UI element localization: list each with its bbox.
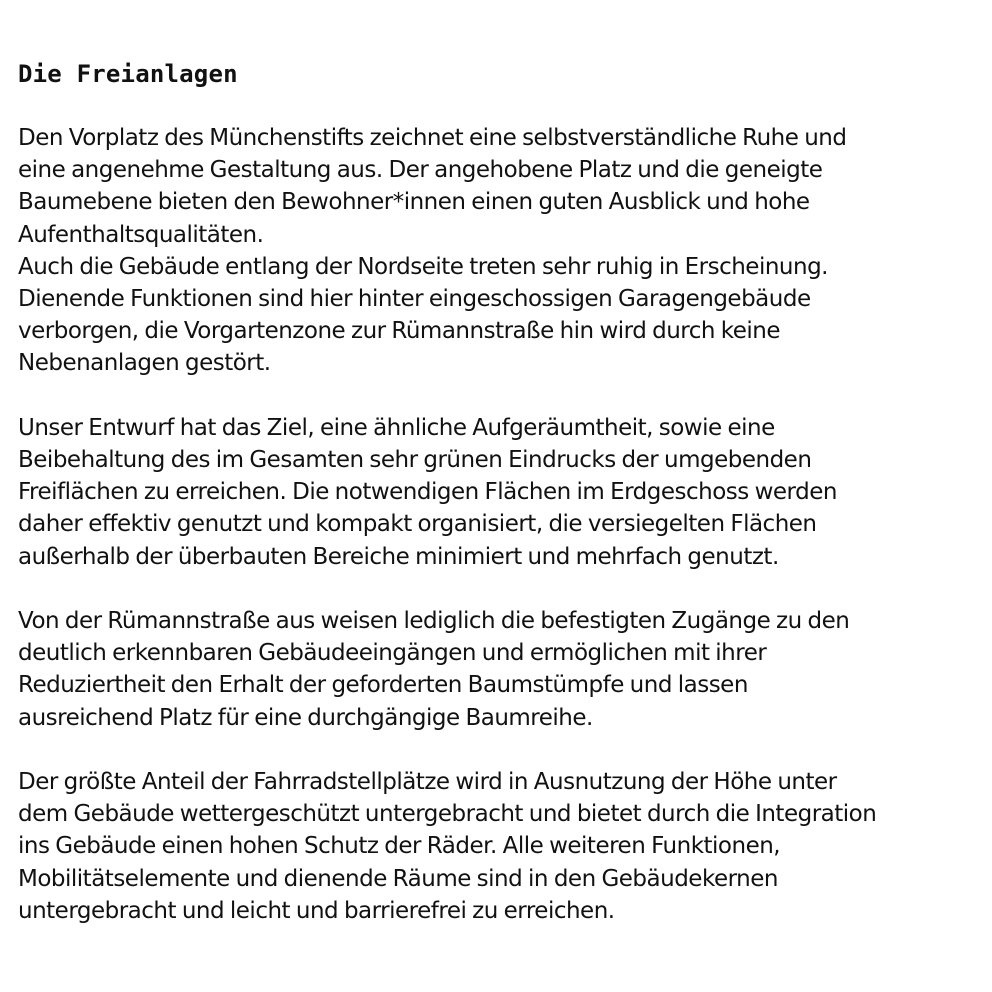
text-line: Aufenthaltsqualitäten. [18, 221, 264, 248]
text-line: ins Gebäude einen hohen Schutz der Räder. Alle weiteren Funktionen, [18, 833, 781, 860]
paragraph-spacer [18, 573, 978, 605]
paragraph-block-3 [18, 605, 978, 734]
text-line: Der größte Anteil der Fahrradstellplätze wird in Ausnutzung der Höhe unter [18, 769, 837, 796]
text-line: Den Vorplatz des Münchenstifts zeichnet eine selbstverständliche Ruhe und [18, 125, 847, 151]
text-line: Mobilitätselemente und dienende Räume sind in den Gebäudekernen [18, 865, 778, 892]
text-line: daher effektiv genutzt und kompakt organisiert, die versiegelten Flächen [18, 511, 817, 538]
text-line: untergebracht und leicht und barrierefrei zu erreichen. [18, 897, 615, 924]
text-line: Reduziertheit den Erhalt der geforderten Baumstümpfe und lassen [18, 672, 748, 699]
page-title: Die Freianlagen [18, 60, 238, 88]
paragraph-spacer [18, 380, 978, 412]
paragraph-spacer [18, 734, 978, 766]
paragraph-block-4 [18, 766, 978, 927]
text-line: eine angenehme Gestaltung aus. Der angehobene Platz und die geneigte [18, 157, 823, 184]
text-line: Baumebene bieten den Bewohner*innen einen guten Ausblick und hohe [18, 189, 810, 216]
text-line: Dienende Funktionen sind hier hinter eingeschossigen Garagengebäude [18, 286, 811, 313]
text-line: ausreichend Platz für eine durchgängige Baumreihe. [18, 704, 593, 731]
text-line: dem Gebäude wettergeschützt untergebracht und bietet durch die Integration [18, 801, 877, 828]
text-line: Nebenanlagen gestört. [18, 350, 271, 377]
document-page [18, 58, 978, 927]
paragraph-block-1 [18, 122, 978, 380]
paragraph-block-2 [18, 412, 978, 573]
text-line: Von der Rümannstraße aus weisen lediglich die befestigten Zugänge zu den [18, 608, 850, 635]
text-line: Auch die Gebäude entlang der Nordseite treten sehr ruhig in Erscheinung. [18, 253, 828, 280]
text-line: Freiflächen zu erreichen. Die notwendigen Flächen im Erdgeschoss werden [18, 479, 837, 506]
text-line: außerhalb der überbauten Bereiche minimiert und mehrfach genutzt. [18, 543, 779, 570]
text-line: deutlich erkennbaren Gebäudeeingängen und ermöglichen mit ihrer [18, 640, 767, 667]
text-line: Unser Entwurf hat das Ziel, eine ähnliche Aufgeräumtheit, sowie eine [18, 414, 775, 441]
text-line: Beibehaltung des im Gesamten sehr grünen Eindrucks der umgebenden [18, 447, 812, 474]
text-line: verborgen, die Vorgartenzone zur Rümannstraße hin wird durch keine [18, 318, 781, 345]
